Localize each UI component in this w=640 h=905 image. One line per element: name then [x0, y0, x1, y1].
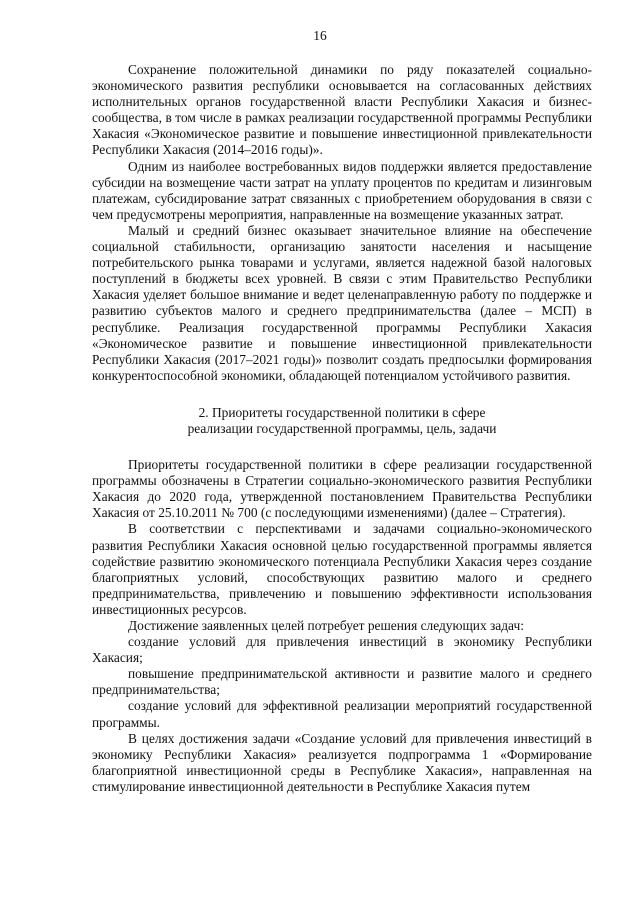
paragraph: В целях достижения задачи «Создание условий для привлечения инвестиций в экономику Республики Хакасия» реализуется подпрограмма 1 «Формирование благоприятной инвестиционной среды в Республике Хакасия», направленная на стимулирование инвестиционной деятельности в Республике Хакасия путем [92, 730, 592, 794]
list-item: создание условий для эффективной реализации мероприятий государственной программы. [92, 698, 592, 730]
section-heading-line: реализации государственной программы, цель, задачи [187, 420, 497, 436]
list-item: повышение предпринимательской активности и развитие малого и среднего предпринимательства; [92, 666, 592, 698]
paragraph: Приоритеты государственной политики в сфере реализации государственной программы обозначены в Стратегии социально-экономического развития Республики Хакасия до 2020 года, утвержденной постановлением Правительства Республики Хакасия от 25.10.2011 № 700 (с последующими изменениями) (далее – Стратегия). [92, 457, 592, 521]
page-number: 16 [313, 28, 327, 43]
section-heading [92, 405, 592, 437]
paragraph: Достижение заявленных целей потребует решения следующих задач: [128, 618, 524, 633]
section-heading-line: 2. Приоритеты государственной политики в сфере [198, 404, 486, 420]
paragraph: Малый и средний бизнес оказывает значительное влияние на обеспечение социальной стабильности, организацию занятости населения и насыщение потребительского рынка товарами и услугами, является надежной базой налоговых поступлений в бюджеты всех уровней. В связи с этим Правительство Республики Хакасия уделяет большое внимание и ведет целенаправленную работу по поддержке и развитию субъектов малого и среднего предпринимательства (далее – МСП) в республике. Реализация государственной программы Республики Хакасия «Экономическое развитие и повышение инвестиционной привлекательности Республики Хакасия (2017–2021 годы)» позволит создать предпосылки формирования конкурентоспособной экономики, обладающей потенциалом устойчивого развития. [92, 222, 592, 383]
paragraph: Сохранение положительной динамики по ряду показателей социально-экономического развития республики основывается на согласованных действиях исполнительных органов государственной власти Республики Хакасия и бизнес-сообщества, в том числе в рамках реализации государственной программы Республики Хакасия «Экономическое развитие и повышение инвестиционной привлекательности Республики Хакасия (2014–2016 годы)». [92, 62, 592, 158]
document-body [92, 62, 592, 795]
paragraph: Одним из наиболее востребованных видов поддержки является предоставление субсидии на возмещение части затрат на уплату процентов по кредитам и лизинговым платежам, субсидирование затрат связанных с приобретением оборудования в связи с чем предусмотрены мероприятия, направленные на возмещение указанных затрат. [92, 158, 592, 222]
paragraph: В соответствии с перспективами и задачами социально-экономического развития Республики Хакасия основной целью государственной программы является содействие развитию экономического потенциала Республики Хакасия через создание благоприятных условий, способствующих развитию малого и среднего предпринимательства, привлечению и повышению эффективности использования инвестиционных ресурсов. [92, 521, 592, 617]
list-item: создание условий для привлечения инвестиций в экономику Республики Хакасия; [92, 634, 592, 666]
